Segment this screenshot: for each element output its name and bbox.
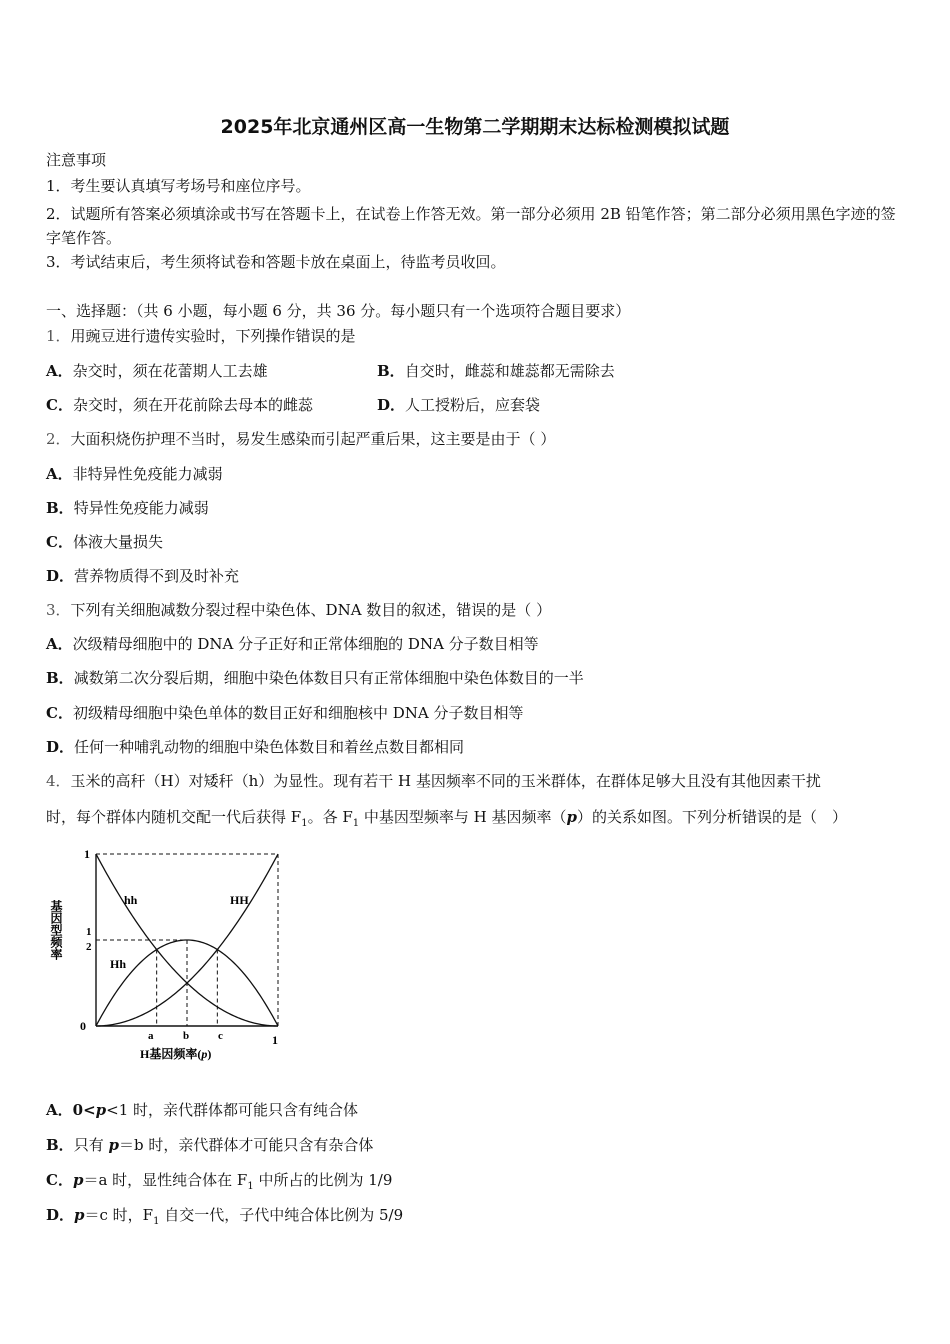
q3-option-d: D．任何一种哺乳动物的细胞中染色体数目和着丝点数目都相同 xyxy=(46,738,465,756)
q2-option-b: B．特异性免疫能力减弱 xyxy=(46,499,209,517)
question-text: 用豌豆进行遗传实验时，下列操作错误的是 xyxy=(70,327,356,345)
notice-item-2: 2．试题所有答案必须填涂或书写在答题卡上，在试卷上作答无效。第一部分必须用 2B 铅笔作答；第二部分必须用黑色字迹的签字笔作答。 xyxy=(46,205,896,247)
y-tick-half-numerator: 1 xyxy=(86,926,92,938)
notice-item-1: 1．考生要认真填写考场号和座位序号。 xyxy=(46,177,311,195)
x-axis-label: H基因频率(p) xyxy=(140,1047,212,1061)
q1-option-b: B．自交时，雌蕊和雄蕊都无需除去 xyxy=(377,362,615,380)
question-4-stem-line1 xyxy=(46,771,821,791)
question-text: 玉米的高秆（H）对矮秆（h）为显性。现有若干 H 基因频率不同的玉米群体，在群体足够大且没有其他因素干扰 xyxy=(70,772,821,790)
q3-option-a: A．次级精母细胞中的 DNA 分子正好和正常体细胞的 DNA 分子数目相等 xyxy=(46,635,539,653)
question-1-stem xyxy=(46,326,356,346)
q1-option-a: A．杂交时，须在花蕾期人工去雄 xyxy=(46,362,268,380)
q1-option-c: C．杂交时，须在开花前除去母本的雌蕊 xyxy=(46,396,313,414)
genotype-frequency-chart xyxy=(40,838,300,1068)
question-text: 下列有关细胞减数分裂过程中染色体、DNA 数目的叙述，错误的是（ ） xyxy=(70,601,552,619)
question-number: 2． xyxy=(46,430,71,448)
question-number: 1． xyxy=(46,327,71,345)
notice-item-3: 3．考试结束后，考生须将试卷和答题卡放在桌面上，待监考员收回。 xyxy=(46,253,506,271)
question-4-stem-line2: 时，每个群体内随机交配一代后获得 $F_1$。各 $F_1$ 中基因型频率与 H 基因频率（p）的关系如图。下列分析错误的是（ ） xyxy=(46,808,848,829)
question-3-stem xyxy=(46,600,551,620)
y-tick-0: 0 xyxy=(80,1019,86,1033)
chart-static-layer xyxy=(96,854,278,1026)
question-text: 大面积烧伤护理不当时，易发生感染而引起严重后果，这主要是由于（ ） xyxy=(70,430,556,448)
q2-option-a: A．非特异性免疫能力减弱 xyxy=(46,465,223,483)
x-tick-a: a xyxy=(148,1030,154,1042)
question-number: 3． xyxy=(46,601,71,619)
series-label-hh: hh xyxy=(124,893,138,907)
series-label-Hh: Hh xyxy=(110,957,127,971)
q4-option-a: A．0<p<1 时，亲代群体都可能只含有纯合体 xyxy=(46,1101,359,1119)
q3-option-b: B．减数第二次分裂后期，细胞中染色体数目只有正常体细胞中染色体数目的一半 xyxy=(46,669,584,687)
x-tick-c: c xyxy=(218,1030,223,1042)
y-axis-label: 基因型频率 xyxy=(49,900,63,960)
question-2-stem xyxy=(46,429,555,449)
y-tick-half-denominator: 2 xyxy=(86,941,92,953)
q4-option-d: D．p＝c 时，$F_1$ 自交一代，子代中纯合体比例为 5/9 xyxy=(46,1206,404,1227)
section-heading: 一、选择题：（共 6 小题，每小题 6 分，共 36 分。每小题只有一个选项符合题目要求） xyxy=(46,302,631,320)
x-tick-b: b xyxy=(183,1030,190,1042)
question-number: 4． xyxy=(46,772,71,790)
q2-option-c: C．体液大量损失 xyxy=(46,533,163,551)
q3-option-c: C．初级精母细胞中染色单体的数目正好和细胞核中 DNA 分子数目相等 xyxy=(46,704,524,722)
q4-option-b: B．只有 p＝b 时，亲代群体才可能只含有杂合体 xyxy=(46,1136,374,1154)
x-tick-1: 1 xyxy=(272,1033,278,1047)
q1-option-d: D．人工授粉后，应套袋 xyxy=(377,396,541,414)
q4-option-c: C．p＝a 时，显性纯合体在 $F_1$ 中所占的比例为 1/9 xyxy=(46,1171,393,1192)
q2-option-d: D．营养物质得不到及时补充 xyxy=(46,567,240,585)
y-tick-1: 1 xyxy=(84,847,90,861)
series-label-HH: HH xyxy=(230,893,249,907)
notice-heading: 注意事项 xyxy=(46,151,107,169)
page-title: 2025年北京通州区高一生物第二学期期末达标检测模拟试题 xyxy=(220,116,730,138)
